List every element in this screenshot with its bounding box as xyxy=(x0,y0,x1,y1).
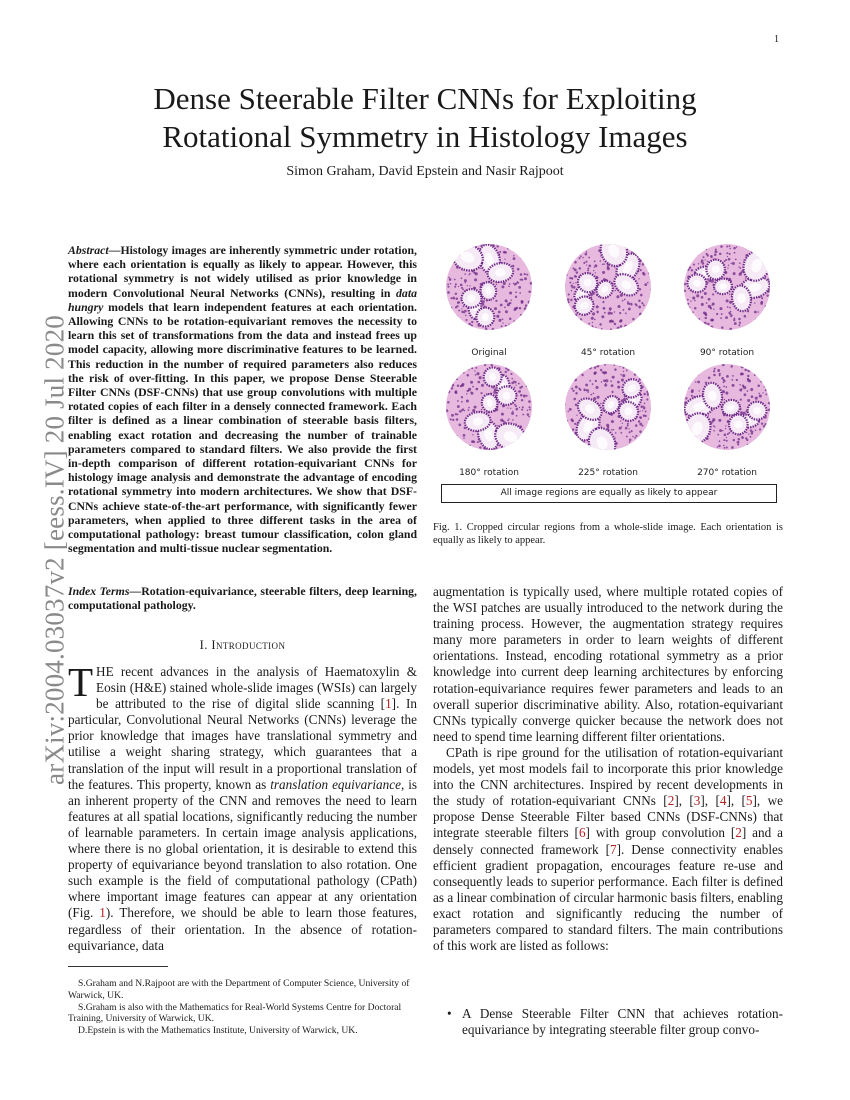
bullet-icon: • xyxy=(447,1006,452,1021)
index-terms: Index Terms—Rotation-equivariance, steerable filters, deep learning, computational pathology. xyxy=(68,584,417,613)
tissue-image-original xyxy=(446,244,532,330)
figure-link[interactable]: 1 xyxy=(99,905,106,921)
figure-note-box: All image regions are equally as likely to appear xyxy=(441,484,777,503)
label-original: Original xyxy=(471,348,507,358)
label-270: 270° rotation xyxy=(697,468,757,478)
tissue-image-45 xyxy=(565,244,651,330)
section-heading: I. Introduction xyxy=(199,638,286,652)
label-45: 45° rotation xyxy=(580,348,636,358)
citation-link[interactable]: 6 xyxy=(578,825,586,841)
paper-title: Dense Steerable Filter CNNs for Exploiting Rotational Symmetry in Histology Images xyxy=(153,81,697,154)
footnote-rule xyxy=(68,966,168,967)
introduction-text: THE recent advances in the analysis of Haematoxylin & Eosin (H&E) stained whole-slide images (WSIs) can largely be attributed to the rise of digital slide scanning [1]. In particular, Convolutional Neural Networks (CNNs) leverage the prior knowledge that images have translational symmetry and utilise a weight sharing strategy, which guarantees that a translation of the input will result in a proportional translation of the features. This property, known as translation equivariance, is an inherent property of the CNN and removes the need to learn features at all spatial locations, significantly reducing the number of learnable parameters. In certain image analysis applications, where there is no global orientation, it is desirable to extend this property of equivariance beyond translation to also rotation. One such example is the field of computational pathology (CPath) where important image features can appear at any orientation (Fig. 1). Therefore, we should be able to learn those features, regardless of their orientation. In the absence of rotation-equivariance, data xyxy=(68,659,418,953)
citation-link[interactable]: 7 xyxy=(610,841,617,857)
label-180: 180° rotation xyxy=(459,468,519,478)
figure-1 xyxy=(433,240,783,520)
figure-caption: Fig. 1. Cropped circular regions from a whole-slide image. Each orientation is equally as likely to appear. xyxy=(433,522,783,546)
footnotes: S.Graham and N.Rajpoot are with the Department of Computer Science, University of Warwick, UK. S.Graham is also with the Mathematics for Real-World Systems Centre for Doctoral Training, University of Warwick, UK. D.Epstein is with the Mathematics Institute, University of Warwick, UK. xyxy=(68,978,410,1037)
tissue-image-90 xyxy=(684,244,770,330)
label-225: 225° rotation xyxy=(578,468,638,478)
citation-link[interactable]: 1 xyxy=(385,696,392,712)
tissue-image-225 xyxy=(565,364,651,450)
citation-link[interactable]: 2 xyxy=(735,825,742,841)
arxiv-stamp: arXiv:2004.03037v2 [eess.IV] 20 Jul 2020 xyxy=(39,315,70,785)
citation-link[interactable]: 3 xyxy=(693,793,701,809)
citation-link[interactable]: 4 xyxy=(719,793,727,809)
right-column-text: augmentation is typically used, where multiple rotated copies of the WSI patches are usually introduced to the network during the training process. However, the augmentation strategy requires many more parameters in order to learn weights of different orientations. Instead, encoding rotational symmetry as a prior knowledge into current deep learning architectures by enforcing rotation-equivariance requires fewer parameters and leads to an overall superior discriminative ability. Also, rotation-equivariant CNNs typically converge quicker because the network does not need to spend time learning different filter orientations. CPath is ripe ground for the utilisation of rotation-equivariant models, yet most models fail to incorporate this prior knowledge into the CNN architectures. Inspired by recent developments in the study of rotation-equivariant CNNs [2], [3], [4], [5], we propose Dense Steerable Filter based CNNs (DSF-CNNs) that integrate steerable filters [6] with group convolution [2] and a densely connected framework [7]. Dense connectivity enables efficient gradient propagation, encourages feature re-use and consequently leads to superior performance. Each filter is defined as a linear combination of circular harmonic basis filters, enabling exact rotation and significantly reducing the number of parameters compared to standard filters. The main contributions of this work are listed as follows: xyxy=(433,584,784,954)
tissue-image-270 xyxy=(684,364,770,450)
contribution-bullet: • A Dense Steerable Filter CNN that achieves rotation-equivariance by integrating steerable filter group convo- xyxy=(447,1006,783,1038)
tissue-image-180 xyxy=(446,364,532,450)
drop-cap: T xyxy=(68,659,94,705)
authors: Simon Graham, David Epstein and Nasir Rajpoot xyxy=(286,164,564,179)
page-number: 1 xyxy=(774,34,779,45)
abstract: Abstract—Histology images are inherently symmetric under rotation, where each orientation is equally as likely to appear. However, this rotational symmetry is not widely utilised as prior knowledge in modern Convolutional Neural Networks (CNNs), resulting in data hungry models that learn independent features at each orientation. Allowing CNNs to be rotation-equivariant removes the necessity to learn this set of transformations from the data and instead frees up model capacity, allowing more discriminative features to be learned. This reduction in the number of required parameters also reduces the risk of over-fitting. In this paper, we propose Dense Steerable Filter CNNs (DSF-CNNs) that use group convolutions with multiple rotated copies of each filter in a densely connected framework. Each filter is defined as a linear combination of steerable basis filters, enabling exact rotation and decreasing the number of trainable parameters compared to standard filters. We also provide the first in-depth comparison of different rotation-equivariant CNNs for histology image analysis and demonstrate the advantage of encoding rotational symmetry into modern architectures. We show that DSF-CNNs achieve state-of-the-art performance, with significantly fewer parameters, when applied to three different tasks in the area of computational pathology: breast tumour classification, colon gland segmentation and multi-tissue nuclear segmentation. xyxy=(68,243,417,556)
citation-link[interactable]: 2 xyxy=(667,793,675,809)
citation-link[interactable]: 5 xyxy=(745,793,753,809)
label-90: 90° rotation xyxy=(699,348,755,358)
